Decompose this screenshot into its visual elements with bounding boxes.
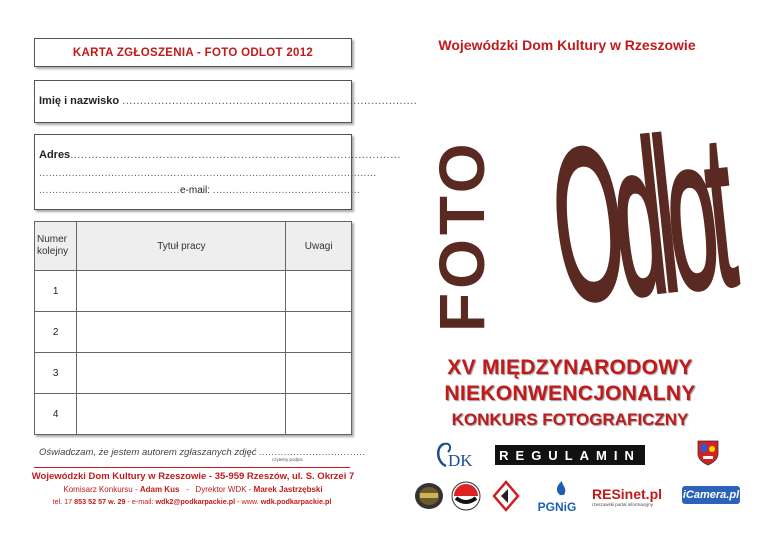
table-row	[35, 271, 352, 312]
notes-cell[interactable]	[286, 312, 352, 353]
foto-odlot-logo	[426, 60, 738, 350]
title-line-2: NIEKONWENCJONALNY	[444, 382, 696, 405]
notes-cell[interactable]	[286, 271, 352, 312]
header-number: Numer kolejny	[35, 222, 77, 271]
resinet-text: RESinet.pl	[592, 486, 663, 502]
works-table	[34, 221, 352, 435]
www-label: www.	[241, 497, 259, 506]
pgnig-flame-icon	[532, 480, 582, 496]
sponsor-arrow-logo-icon	[492, 480, 520, 512]
title-cell[interactable]	[77, 312, 286, 353]
address-label: Adres	[39, 149, 71, 161]
sponsor-fotoklub-icon	[450, 480, 482, 512]
email-footer-label: e-mail:	[131, 497, 154, 506]
title-cell[interactable]	[77, 353, 286, 394]
sponsor-club-badge-icon	[414, 480, 444, 512]
row-number: 1	[35, 271, 77, 312]
form-title-text: KARTA ZGŁOSZENIA - FOTO ODLOT 2012	[72, 46, 314, 59]
sponsor-icamera: iCamera.pl	[682, 486, 740, 504]
regulamin-banner: REGULAMIN	[495, 445, 645, 465]
tel-value: 853 52 57 w. 29	[74, 497, 126, 506]
signature-label: czytelny podpis	[272, 457, 303, 462]
logo-foto-text: FOTO	[426, 139, 498, 332]
row-number: 3	[35, 353, 77, 394]
director-label: Dyrektor WDK	[195, 485, 247, 494]
title-cell[interactable]	[77, 271, 286, 312]
signature-dots[interactable]: ..................................	[259, 447, 366, 458]
website-link[interactable]: wdk.podkarpackie.pl	[260, 497, 332, 506]
email-label: e-mail:	[179, 185, 210, 196]
address-dots: .............................................................................................	[70, 149, 401, 161]
email-link[interactable]: wdk2@podkarpackie.pl	[155, 497, 236, 506]
header-title: Tytuł pracy	[77, 222, 286, 271]
table-row	[35, 394, 352, 435]
wdk-logo-text: DK	[448, 451, 473, 470]
director-name: Marek Jastrzębski	[253, 485, 323, 494]
row-number: 4	[35, 394, 77, 435]
declaration	[39, 447, 366, 458]
table-row	[35, 353, 352, 394]
address-line-2: .......................................................................................................	[39, 168, 377, 179]
sponsor-resinet	[592, 480, 672, 512]
rzeszow-crest-icon	[697, 440, 719, 466]
name-field-box[interactable]	[34, 80, 418, 123]
sponsor-pgnig	[532, 480, 582, 512]
resinet-tagline: rzeszowski portal informacyjny	[592, 502, 654, 507]
tel-label: tel. 17	[52, 497, 73, 506]
address-field-box[interactable]	[34, 134, 401, 210]
name-label: Imię i nazwisko	[39, 95, 120, 107]
staff-line: Komisarz Konkursu - Adam Kus - Dyrektor WDK - Marek Jastrzębski	[63, 485, 323, 494]
title-line-3: KONKURS FOTOGRAFICZNY	[451, 410, 689, 429]
logo-odlot-text: Odlot	[542, 89, 738, 348]
row-number: 2	[35, 312, 77, 353]
commissioner-label: Komisarz Konkursu	[63, 485, 133, 494]
publisher: Wojewódzki Dom Kultury w Rzeszowie	[438, 37, 696, 53]
email-dots: .............................................	[212, 185, 361, 196]
org-address: Wojewódzki Dom Kultury w Rzeszowie - 35-959 Rzeszów, ul. S. Okrzei 7	[31, 471, 355, 482]
notes-cell[interactable]	[286, 394, 352, 435]
pgnig-text: PGNiG	[537, 500, 577, 514]
contact-line: tel. 17 853 52 57 w. 29 - e-mail: wdk2@podkarpackie.pl - www. wdk.podkarpackie.pl	[52, 497, 332, 506]
declaration-text: Oświadczam, że jestem autorem zgłaszanych zdjęć	[39, 447, 257, 458]
title-cell[interactable]	[77, 394, 286, 435]
wdk-logo	[434, 440, 473, 470]
title-line-1: XV MIĘDZYNARODOWY	[447, 356, 693, 379]
footer-divider	[34, 467, 350, 468]
commissioner-name: Adam Kus	[139, 485, 180, 494]
name-dots: ...................................................................................	[122, 95, 418, 107]
email-prefix-dots: ...........................................	[39, 185, 180, 196]
notes-cell[interactable]	[286, 353, 352, 394]
table-row	[35, 312, 352, 353]
header-notes: Uwagi	[286, 222, 352, 271]
form-title	[34, 38, 352, 67]
